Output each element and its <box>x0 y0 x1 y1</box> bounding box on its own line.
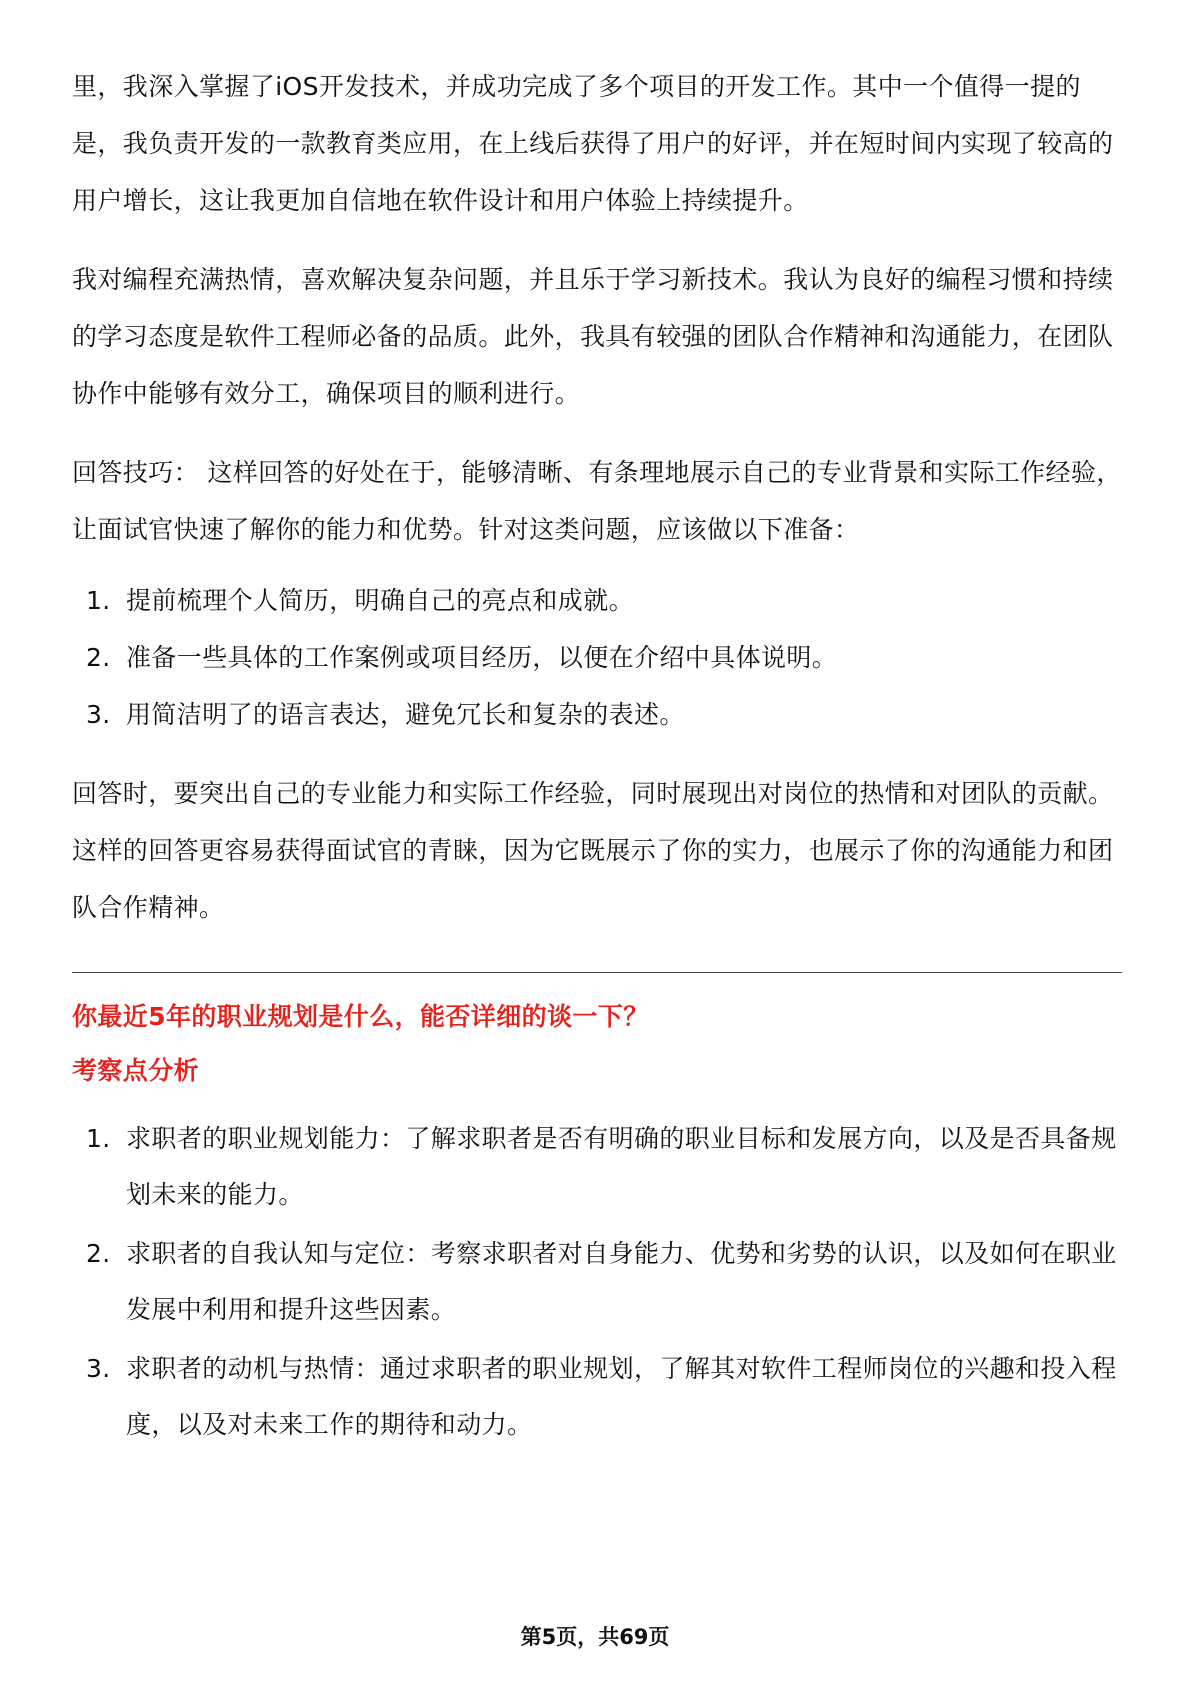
list-item <box>72 572 1122 629</box>
summary-paragraph: 回答时，要突出自己的专业能力和实际工作经验，同时展现出对岗位的热情和对团队的贡献。这样的回答更容易获得面试官的青睐，因为它既展示了你的实力，也展示了你的沟通能力和团队合作精神。 <box>72 779 1114 922</box>
list-number: 1. <box>86 586 111 615</box>
passion-paragraph: 我对编程充满热情，喜欢解决复杂问题，并且乐于学习新技术。我认为良好的编程习惯和持续的学习态度是软件工程师必备的品质。此外，我具有较强的团队合作精神和沟通能力，在团队协作中能够有效分工，确保项目的顺利进行。 <box>72 265 1114 408</box>
list-item <box>72 629 1122 686</box>
list-item <box>72 686 1122 743</box>
list-number: 3. <box>86 1354 111 1383</box>
prep-list <box>72 572 1122 743</box>
list-number: 2. <box>86 1239 111 1268</box>
list-item-text: 用简洁明了的语言表达，避免冗长和复杂的表述。 <box>126 700 685 729</box>
list-item <box>72 1226 1122 1338</box>
list-item <box>72 1341 1122 1453</box>
list-item <box>72 1111 1122 1223</box>
intro-paragraph: 里，我深入掌握了iOS开发技术，并成功完成了多个项目的开发工作。其中一个值得一提的是，我负责开发的一款教育类应用，在上线后获得了用户的好评，并在短时间内实现了较高的用户增长，这让我更加自信地在软件设计和用户体验上持续提升。 <box>72 72 1114 215</box>
list-item-text: 求职者的动机与热情：通过求职者的职业规划，了解其对软件工程师岗位的兴趣和投入程度，以及对未来工作的期待和动力。 <box>126 1354 1117 1439</box>
list-number: 3. <box>86 700 111 729</box>
question-heading: 你最近5年的职业规划是什么，能否详细的谈一下？ <box>72 1002 649 1031</box>
analysis-list <box>72 1111 1122 1453</box>
list-number: 1. <box>86 1124 111 1153</box>
list-item-text: 提前梳理个人简历，明确自己的亮点和成就。 <box>126 586 635 615</box>
analysis-heading: 考察点分析 <box>72 1056 200 1085</box>
list-item-text: 准备一些具体的工作案例或项目经历，以便在介绍中具体说明。 <box>126 643 838 672</box>
page-footer: 第5页，共69页 <box>520 1625 670 1649</box>
list-item-text: 求职者的自我认知与定位：考察求职者对自身能力、优势和劣势的认识，以及如何在职业发展中利用和提升这些因素。 <box>126 1239 1117 1324</box>
tips-paragraph: 回答技巧： 这样回答的好处在于，能够清晰、有条理地展示自己的专业背景和实际工作经验，让面试官快速了解你的能力和优势。针对这类问题，应该做以下准备： <box>72 458 1122 544</box>
list-item-text: 求职者的职业规划能力：了解求职者是否有明确的职业目标和发展方向，以及是否具备规划未来的能力。 <box>126 1124 1117 1209</box>
list-number: 2. <box>86 643 111 672</box>
document-page <box>72 58 1122 1456</box>
